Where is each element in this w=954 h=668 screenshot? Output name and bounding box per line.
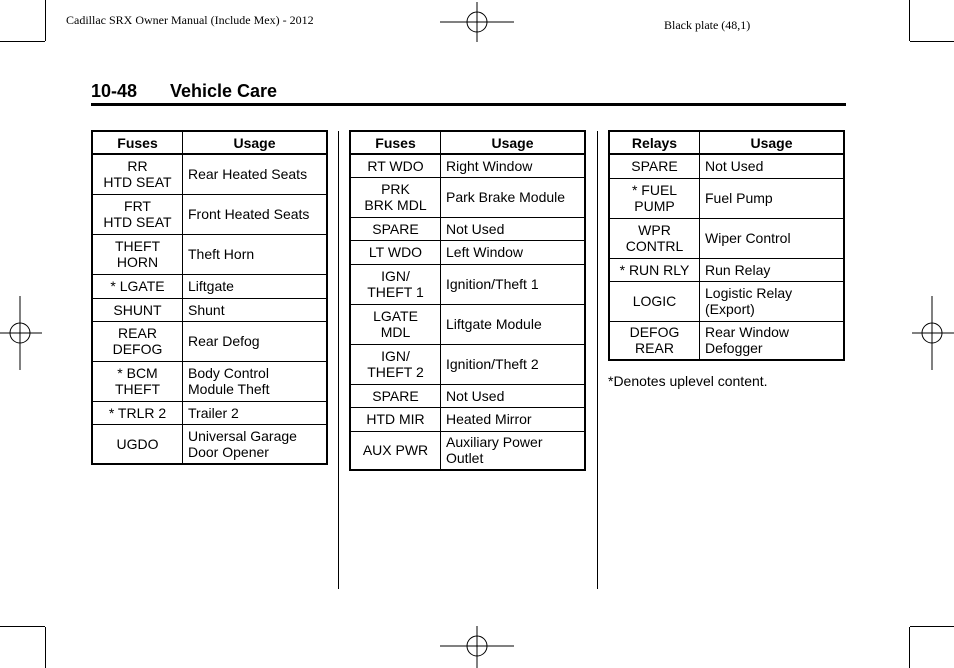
usage-cell: Not Used	[441, 384, 586, 407]
usage-cell: Front Heated Seats	[183, 194, 328, 234]
item-id-cell: * LGATE	[92, 274, 183, 298]
usage-cell: Fuel Pump	[700, 178, 845, 218]
table-header: Usage	[183, 131, 328, 154]
table-row	[350, 264, 585, 304]
item-id-cell: * BCM THEFT	[92, 361, 183, 401]
usage-cell: Universal Garage Door Opener	[183, 424, 328, 464]
registration-mark-icon	[0, 296, 42, 370]
manual-title: Cadillac SRX Owner Manual (Include Mex) - 2012	[66, 13, 314, 27]
plate-label: Black plate (48,1)	[664, 18, 751, 32]
item-id-cell: IGN/ THEFT 2	[350, 344, 441, 384]
usage-cell: Trailer 2	[183, 401, 328, 424]
usage-cell: Wiper Control	[700, 218, 845, 258]
crop-mark	[45, 627, 46, 668]
column-divider	[338, 131, 339, 589]
usage-cell: Liftgate Module	[441, 304, 586, 344]
usage-cell: Auxiliary Power Outlet	[441, 431, 586, 470]
table-row	[350, 177, 585, 217]
item-id-cell: AUX PWR	[350, 431, 441, 470]
usage-cell: Ignition/Theft 1	[441, 264, 586, 304]
usage-cell: Rear Window Defogger	[700, 321, 845, 360]
usage-cell: Rear Heated Seats	[183, 154, 328, 194]
table-row	[609, 258, 844, 281]
item-id-cell: UGDO	[92, 424, 183, 464]
item-id-cell: * TRLR 2	[92, 401, 183, 424]
item-id-cell: LOGIC	[609, 281, 700, 321]
item-id-cell: RT WDO	[350, 154, 441, 177]
item-id-cell: LGATE MDL	[350, 304, 441, 344]
table-row	[350, 344, 585, 384]
usage-cell: Theft Horn	[183, 234, 328, 274]
registration-mark-icon	[912, 296, 954, 370]
item-id-cell: REAR DEFOG	[92, 321, 183, 361]
usage-cell: Left Window	[441, 240, 586, 264]
usage-cell: Run Relay	[700, 258, 845, 281]
table-row	[350, 154, 585, 177]
table-row	[350, 217, 585, 240]
table-row	[350, 384, 585, 407]
usage-cell: Rear Defog	[183, 321, 328, 361]
usage-cell: Ignition/Theft 2	[441, 344, 586, 384]
item-id-cell: SPARE	[350, 384, 441, 407]
crop-mark	[0, 41, 45, 42]
usage-cell: Liftgate	[183, 274, 328, 298]
crop-mark	[909, 0, 910, 41]
usage-cell: Park Brake Module	[441, 177, 586, 217]
table-row	[350, 240, 585, 264]
section-heading	[91, 80, 846, 106]
table-row	[92, 154, 327, 194]
table-row	[609, 218, 844, 258]
table-row	[350, 431, 585, 470]
crop-mark	[910, 626, 954, 627]
crop-mark	[45, 0, 46, 41]
table-row	[92, 361, 327, 401]
table-row	[92, 424, 327, 464]
registration-mark-icon	[440, 2, 514, 42]
crop-mark	[910, 41, 954, 42]
table-header: Usage	[700, 131, 845, 154]
item-id-cell: FRT HTD SEAT	[92, 194, 183, 234]
table-row	[92, 321, 327, 361]
item-id-cell: PRK BRK MDL	[350, 177, 441, 217]
table-row	[609, 281, 844, 321]
table-row	[609, 178, 844, 218]
item-id-cell: SPARE	[609, 154, 700, 178]
table-row	[92, 194, 327, 234]
usage-cell: Not Used	[441, 217, 586, 240]
item-id-cell: RR HTD SEAT	[92, 154, 183, 194]
fuse-table	[349, 130, 586, 471]
table-header: Relays	[609, 131, 700, 154]
crop-mark	[909, 627, 910, 668]
table-header: Usage	[441, 131, 586, 154]
table-header: Fuses	[92, 131, 183, 154]
table-row	[609, 154, 844, 178]
page-number: 10-48	[91, 81, 138, 101]
item-id-cell: IGN/ THEFT 1	[350, 264, 441, 304]
table-row	[350, 304, 585, 344]
item-id-cell: SHUNT	[92, 298, 183, 321]
table-row	[609, 321, 844, 360]
table-row	[92, 401, 327, 424]
item-id-cell: WPR CONTRL	[609, 218, 700, 258]
item-id-cell: DEFOG REAR	[609, 321, 700, 360]
item-id-cell: * RUN RLY	[609, 258, 700, 281]
usage-cell: Body Control Module Theft	[183, 361, 328, 401]
usage-cell: Right Window	[441, 154, 586, 177]
item-id-cell: LT WDO	[350, 240, 441, 264]
section-title: Vehicle Care	[170, 81, 278, 101]
relay-table	[608, 130, 845, 361]
table-header: Fuses	[350, 131, 441, 154]
column-divider	[597, 131, 598, 589]
table-row	[92, 274, 327, 298]
table-row	[92, 234, 327, 274]
usage-cell: Heated Mirror	[441, 407, 586, 431]
item-id-cell: HTD MIR	[350, 407, 441, 431]
crop-mark	[0, 626, 45, 627]
item-id-cell: * FUEL PUMP	[609, 178, 700, 218]
usage-cell: Shunt	[183, 298, 328, 321]
usage-cell: Not Used	[700, 154, 845, 178]
item-id-cell: SPARE	[350, 217, 441, 240]
registration-mark-icon	[440, 626, 514, 668]
fuse-table	[91, 130, 328, 465]
footnote: *Denotes uplevel content.	[608, 373, 768, 389]
table-row	[92, 298, 327, 321]
usage-cell: Logistic Relay (Export)	[700, 281, 845, 321]
table-row	[350, 407, 585, 431]
item-id-cell: THEFT HORN	[92, 234, 183, 274]
